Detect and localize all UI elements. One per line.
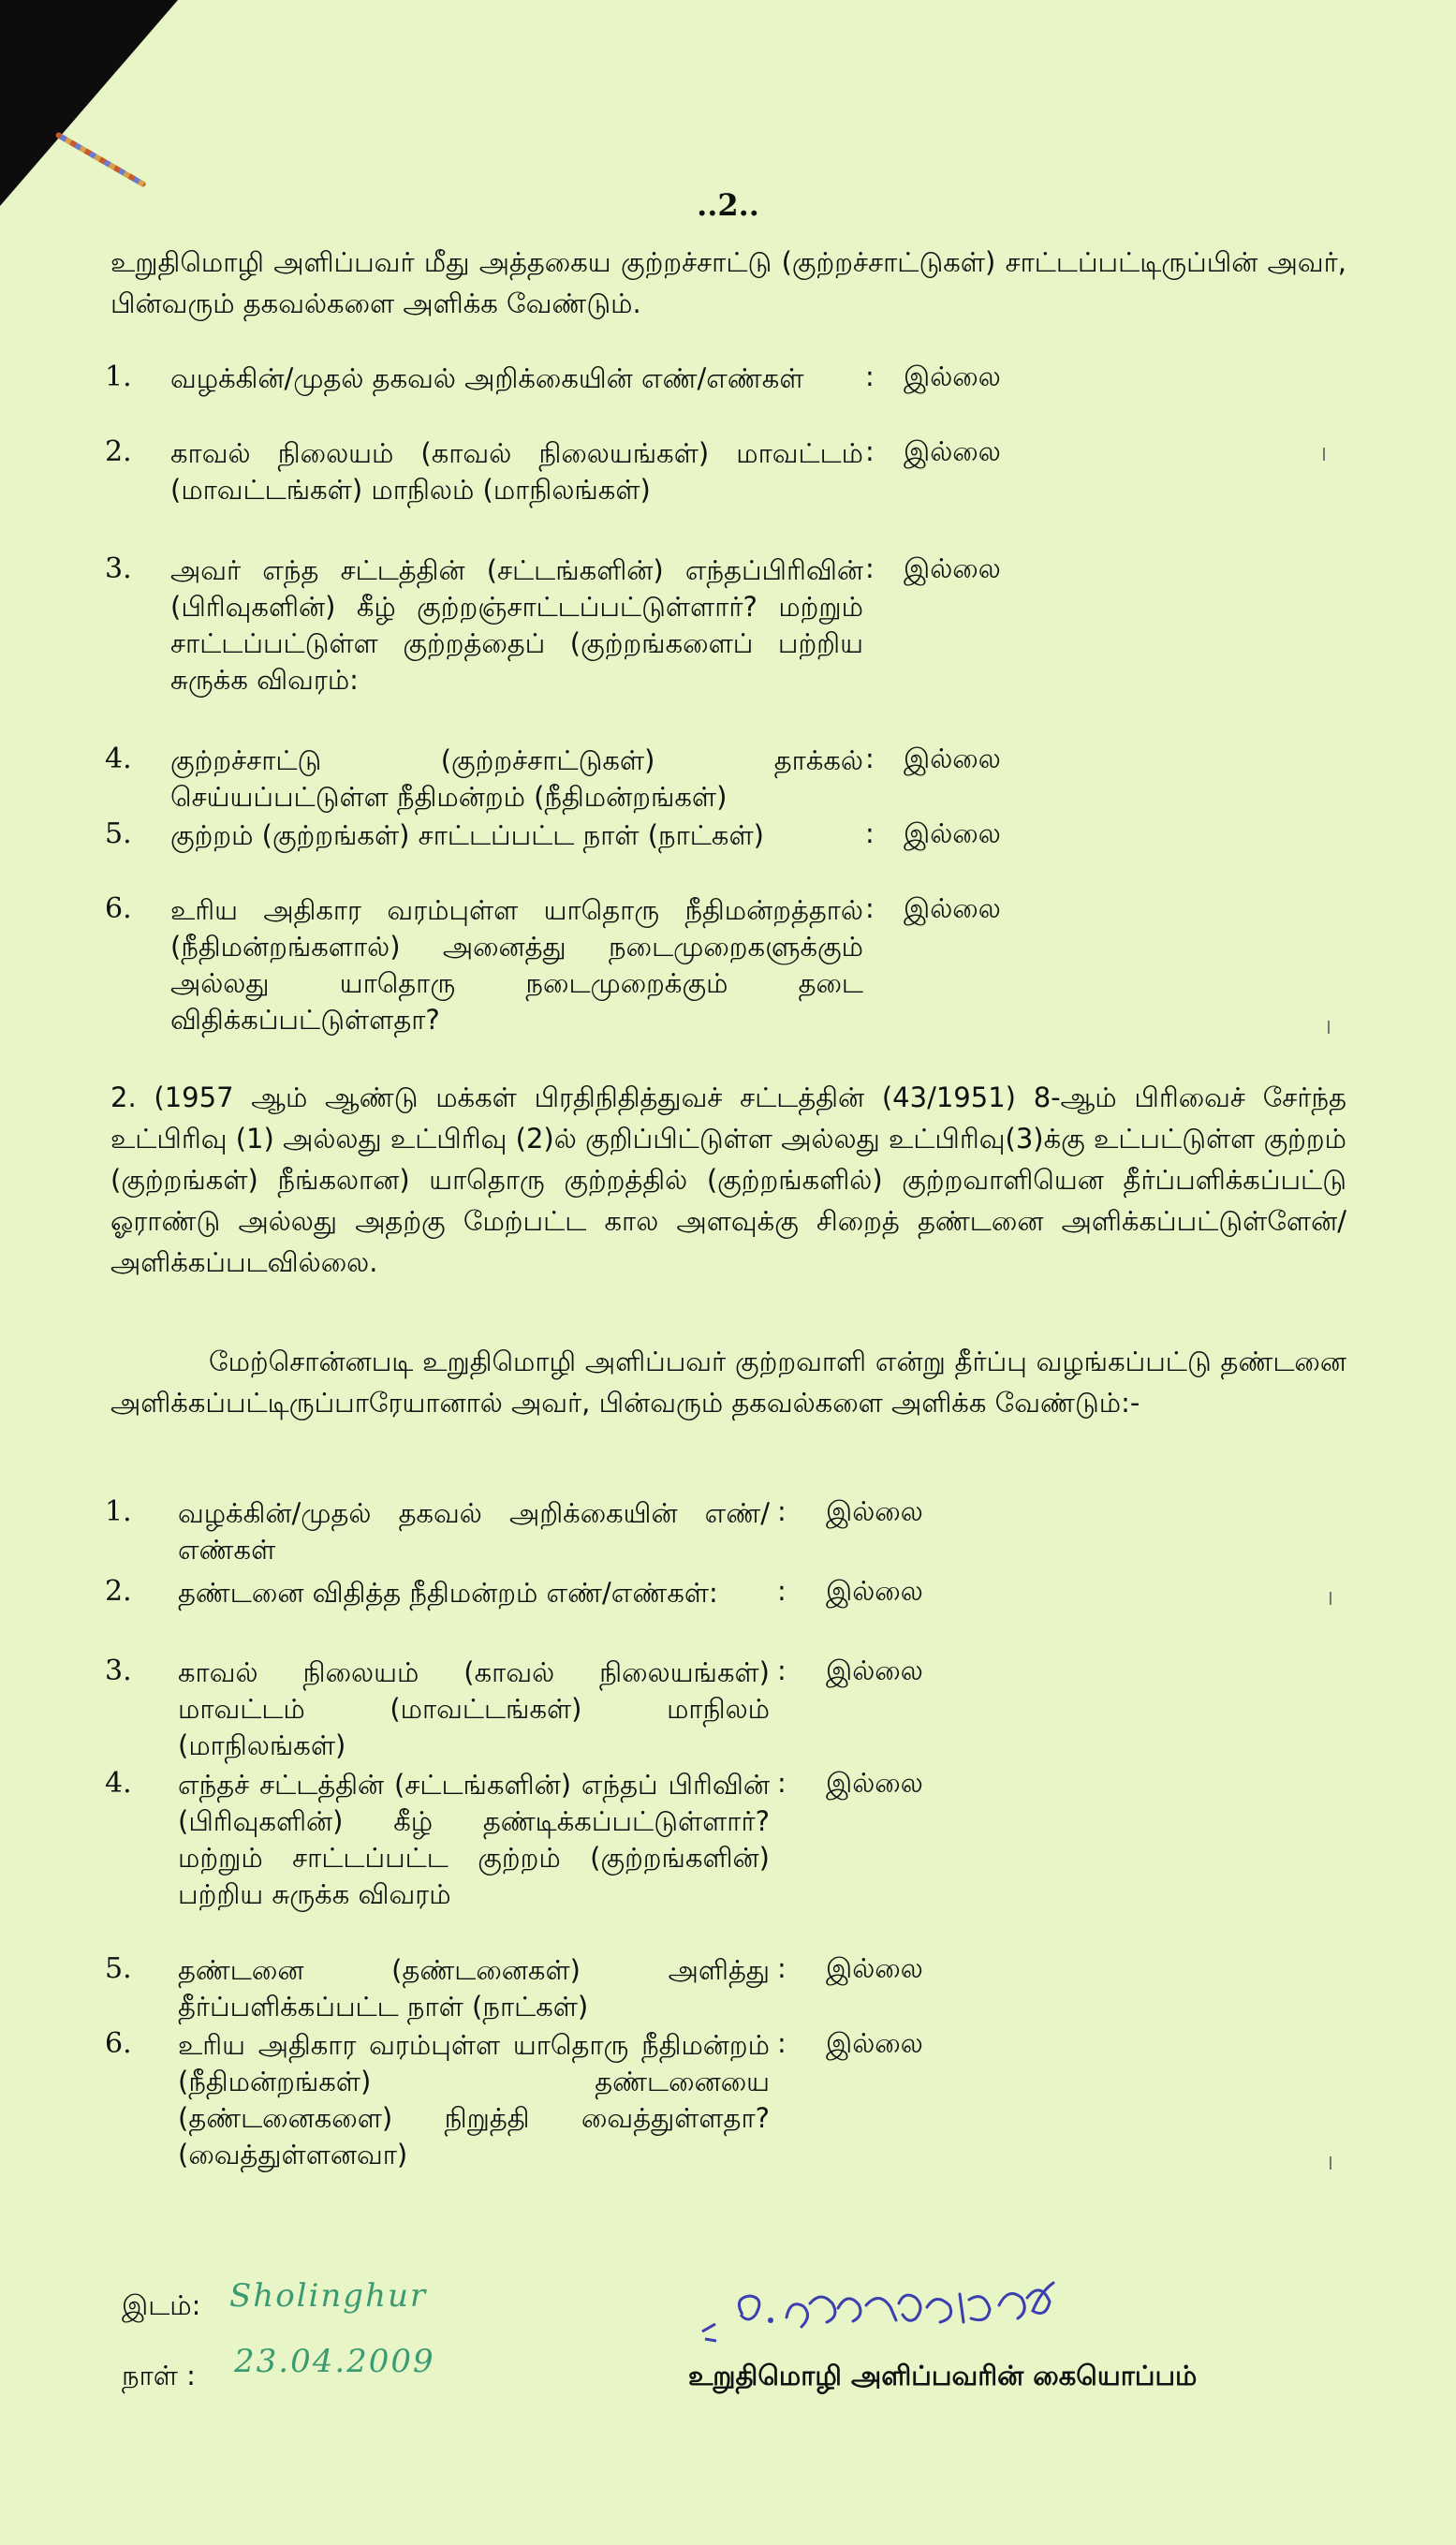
item-description: குற்றம் (குற்றங்கள்) சாட்டப்பட்ட நாள் (நாட்கள்) (170, 819, 764, 851)
item-answer: இல்லை (904, 552, 1001, 584)
separator-colon: : (777, 1767, 787, 1799)
item-number: 2. (105, 1575, 132, 1608)
item-answer: இல்லை (826, 1575, 923, 1607)
signature-label: உறுதிமொழி அளிப்பவரின் கையொப்பம் (688, 2360, 1198, 2391)
item-number: 6. (105, 2027, 132, 2060)
item-description: குற்றச்சாட்டு (குற்றச்சாட்டுகள்) தாக்கல் செய்யப்பட்டுள்ள நீதிமன்றம் (நீதிமன்றங்கள்) (170, 744, 863, 813)
item-answer: இல்லை (904, 743, 1001, 774)
separator-colon: : (865, 892, 875, 924)
item-answer: இல்லை (826, 2027, 923, 2059)
place-handwritten: Sholinghur (229, 2277, 428, 2315)
separator-colon: : (777, 1655, 787, 1686)
separator-colon: : (777, 1952, 787, 1984)
item-description: அவர் எந்த சட்டத்தின் (சட்டங்களின்) எந்தப்பிரிவின் (பிரிவுகளின்) கீழ் குற்றஞ்சாட்டப்பட்டுள்ளார்? மற்றும் சாட்டப்பட்டுள்ள குற்றத்தைப் (குற்றங்களைப் பற்றிய சுருக்க விவரம்: (170, 554, 863, 696)
item-description: காவல் நிலையம் (காவல் நிலையங்கள்) மாவட்டம் (மாவட்டங்கள்) மாநிலம் (மாநிலங்கள்) (170, 437, 863, 506)
item-description: உரிய அதிகார வரம்புள்ள யாதொரு நீதிமன்றத்தால் (நீதிமன்றங்களால்) அனைத்து நடைமுறைகளுக்கும் அல்லது யாதொரு நடைமுறைக்கும் தடை விதிக்கப்பட்டுள்ளதா? (170, 894, 863, 1036)
separator-colon: : (777, 1575, 787, 1607)
margin-mark (1323, 448, 1325, 461)
margin-mark (1328, 1021, 1330, 1034)
page-corner-shadow (0, 0, 178, 206)
separator-colon: : (777, 2027, 787, 2059)
item-description: தண்டனை (தண்டனைகள்) அளித்து தீர்ப்பளிக்கப்பட்ட நாள் (நாட்கள்) (178, 1954, 770, 2023)
separator-colon: : (777, 1495, 787, 1527)
margin-mark (1330, 1592, 1331, 1605)
item-number: 5. (105, 817, 132, 850)
item-number: 1. (105, 1495, 132, 1528)
item-number: 5. (105, 1952, 132, 1985)
item-answer: இல்லை (826, 1767, 923, 1799)
signature (698, 2266, 1128, 2350)
item-description: எந்தச் சட்டத்தின் (சட்டங்களின்) எந்தப் பிரிவின் (பிரிவுகளின்) கீழ் தண்டிக்கப்பட்டுள்ளார்? மற்றும் சாட்டப்பட்ட குற்றம் (குற்றங்களின்) பற்றிய சுருக்க விவரம் (178, 1769, 770, 1910)
date-label: நாள் : (122, 2360, 196, 2391)
conviction-paragraph: 2. (1957 ஆம் ஆண்டு மக்கள் பிரதிநிதித்துவச் சட்டத்தின் (43/1951) 8-ஆம் பிரிவைச் சேர்ந்த உட்பிரிவு (1) அல்லது உட்பிரிவு (2)ல் குறிப்பிட்டுள்ள அல்லது உட்பிரிவு(3)க்கு உட்பட்டுள்ள குற்றம் (குற்றங்கள்) நீங்கலான) யாதொரு குற்றத்தில் (குற்றங்களில்) குற்றவாளியென தீர்ப்பளிக்கப்பட்டு ஓராண்டு அல்லது அதற்கு மேற்பட்ட கால அளவுக்கு சிறைத் தண்டனை அளிக்கப்பட்டுள்ளேன்/அளிக்கப்படவில்லை. (110, 1081, 1346, 1278)
item-number: 6. (105, 892, 132, 925)
item-number: 2. (105, 435, 132, 468)
margin-mark (1330, 2156, 1331, 2170)
item-answer: இல்லை (826, 1655, 923, 1686)
date-handwritten: 23.04.2009 (234, 2343, 435, 2380)
separator-colon: : (865, 743, 875, 774)
item-answer: இல்லை (826, 1495, 923, 1527)
instruction-paragraph: மேற்சொன்னபடி உறுதிமொழி அளிப்பவர் குற்றவாளி என்று தீர்ப்பு வழங்கப்பட்டு தண்டனை அளிக்கப்பட்டிருப்பாரேயானால் அவர், பின்வரும் தகவல்களை அளிக்க வேண்டும்:- (110, 1346, 1346, 1419)
item-number: 4. (105, 1767, 132, 1800)
separator-colon: : (865, 552, 875, 584)
item-answer: இல்லை (826, 1952, 923, 1984)
item-description: வழக்கின்/முதல் தகவல் அறிக்கையின் எண்/எண்கள் (178, 1497, 770, 1566)
separator-colon: : (865, 435, 875, 467)
item-answer: இல்லை (904, 892, 1001, 924)
intro-paragraph: உறுதிமொழி அளிப்பவர் மீது அத்தகைய குற்றச்சாட்டு (குற்றச்சாட்டுகள்) சாட்டப்பட்டிருப்பின் அவர், பின்வரும் தகவல்களை அளிக்க வேண்டும். (110, 246, 1346, 319)
item-number: 3. (105, 552, 132, 585)
page-number: ..2.. (697, 187, 759, 223)
item-answer: இல்லை (904, 435, 1001, 467)
item-number: 1. (105, 360, 132, 393)
item-description: வழக்கின்/முதல் தகவல் அறிக்கையின் எண்/எண்கள் (170, 362, 804, 394)
separator-colon: : (865, 360, 875, 392)
item-description: தண்டனை விதித்த நீதிமன்றம் எண்/எண்கள்: (178, 1577, 718, 1609)
item-description: காவல் நிலையம் (காவல் நிலையங்கள்) மாவட்டம் (மாவட்டங்கள்) மாநிலம் (மாநிலங்கள்) (178, 1656, 770, 1761)
item-number: 3. (105, 1655, 132, 1687)
place-label: இடம்: (122, 2289, 201, 2321)
item-number: 4. (105, 743, 132, 775)
item-answer: இல்லை (904, 817, 1001, 849)
item-answer: இல்லை (904, 360, 1001, 392)
item-description: உரிய அதிகார வரம்புள்ள யாதொரு நீதிமன்றம் (நீதிமன்றங்கள்) தண்டனையை (தண்டனைகளை) நிறுத்தி வைத்துள்ளதா? (வைத்துள்ளனவா) (178, 2029, 770, 2170)
separator-colon: : (865, 817, 875, 849)
